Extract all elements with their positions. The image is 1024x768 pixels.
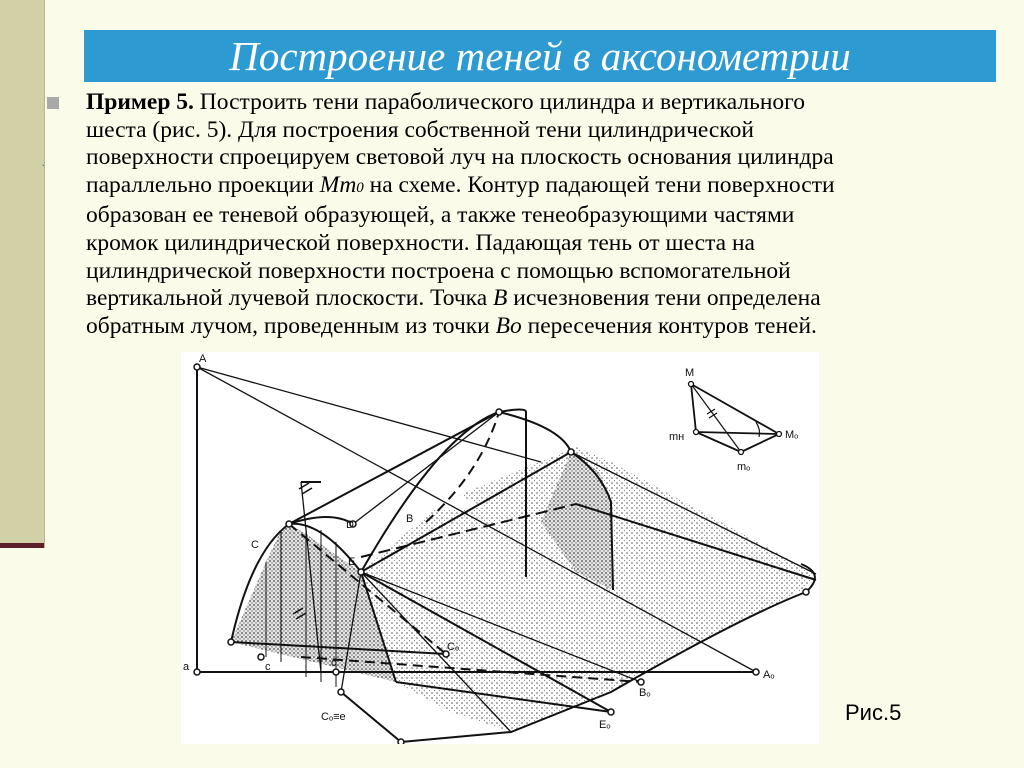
- label-A: A: [199, 353, 207, 365]
- body-line-1: Пример 5. Построить тени параболического цилиндра и вертикального: [86, 89, 805, 115]
- label-Ao: Aₒ: [763, 669, 775, 681]
- body-line-3: поверхности спроецируем световой луч на плоскость основания цилиндра: [86, 144, 834, 171]
- label-c: c: [265, 661, 271, 673]
- label-C: C: [251, 539, 259, 551]
- example-label: Пример 5.: [86, 89, 194, 115]
- body-line-8: вертикальной лучевой плоскости. Точка B исчезновения тени определена: [86, 285, 821, 312]
- stray-dot: .: [42, 158, 45, 169]
- label-Co-e: Cₒ≡e: [321, 711, 346, 723]
- title-bar: [84, 30, 996, 82]
- label-Bo: Bₒ: [639, 687, 651, 699]
- label-Co: Cₒ: [447, 641, 460, 653]
- body-line-5: образован ее теневой образующей, а также тенеобразующими частями: [86, 202, 795, 229]
- bullet-square: [47, 97, 59, 109]
- label-a: a: [183, 661, 190, 673]
- body-line-4: параллельно проекции Мm0 на схеме. Контур падающей тени поверхности: [86, 171, 835, 198]
- body-line-6: кромок цилиндрической поверхности. Падающая тень от шеста на: [86, 229, 755, 256]
- label-mH: mн: [669, 431, 685, 443]
- label-D: D: [346, 519, 354, 531]
- side-bar: [0, 0, 45, 548]
- body-paragraph: [86, 89, 1004, 340]
- label-E: E: [348, 556, 356, 568]
- light-scheme-inset: [691, 384, 779, 452]
- slide-title: Построение теней в аксонометрии: [229, 33, 851, 79]
- body-line-7: цилиндрической поверхности построена с помощью вспомогательной: [86, 257, 791, 284]
- label-M: M: [685, 367, 695, 379]
- figure-caption: Рис.5: [845, 700, 902, 725]
- body-line-2: шеста (рис. 5). Для построения собственной тени цилиндрической: [86, 116, 754, 143]
- label-B: B: [406, 513, 414, 525]
- label-Eo: Eₒ: [599, 719, 611, 731]
- body-line-9: обратным лучом, проведенным из точки Bo пересечения контуров теней.: [86, 312, 817, 339]
- figure-shadow-construction: [181, 352, 819, 744]
- side-accent-line: [0, 543, 44, 548]
- point-bo-symbol: Bo: [495, 312, 522, 339]
- label-d: d: [331, 657, 338, 669]
- figure-drawing: [181, 352, 819, 744]
- point-b-symbol: B: [493, 285, 508, 312]
- projection-symbol: Мm0: [319, 171, 364, 198]
- label-mo: mₒ: [737, 461, 751, 473]
- label-Mo: Mₒ: [785, 429, 799, 441]
